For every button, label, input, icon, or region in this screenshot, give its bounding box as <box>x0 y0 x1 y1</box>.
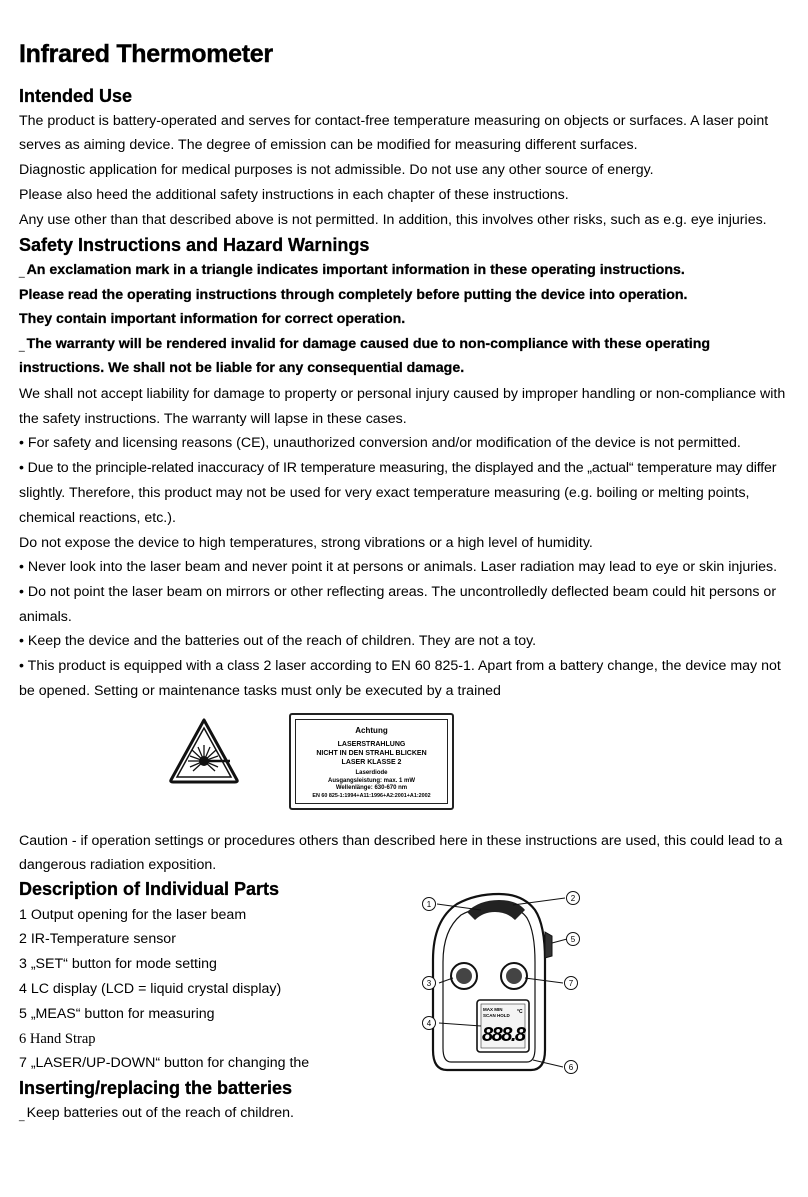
safety-line: chemical reactions, etc.). <box>19 510 176 526</box>
lcd-digits: 888.8 <box>482 1024 525 1046</box>
caution-line: dangerous radiation exposition. <box>19 857 217 873</box>
safety-warning-line: instructions. We shall not be liable for any consequential damage. <box>19 360 465 376</box>
intended-use-heading: Intended Use <box>19 86 133 106</box>
label-main-text <box>296 740 447 767</box>
parts-item: 1 Output opening for the laser beam <box>19 907 247 923</box>
callout-1-label: 1 <box>426 900 432 909</box>
safety-warning-line: _ An exclamation mark in a triangle indicates important information in these operating instructions. <box>19 262 685 279</box>
warning-marker-icon: _ <box>19 342 25 353</box>
parts-item: 2 IR-Temperature sensor <box>19 931 176 947</box>
laser-warning-label-inner <box>295 719 448 804</box>
safety-bullet: • Never look into the laser beam and never point it at persons or animals. Laser radiation may lead to eye or skin injuries. <box>19 559 778 575</box>
safety-line: slightly. Therefore, this product may not be used for very exact temperature measuring (e.g. boiling or melting points, <box>19 485 750 501</box>
parts-item: 5 „MEAS“ button for measuring <box>19 1006 215 1022</box>
label-main-line: NICHT IN DEN STRAHL BLICKEN <box>316 750 427 757</box>
safety-heading: Safety Instructions and Hazard Warnings <box>19 235 370 255</box>
lcd-mode-top: MAX MIN <box>483 1007 503 1012</box>
safety-warning-line: _ The warranty will be rendered invalid for damage caused due to non-compliance with these operating <box>19 336 711 353</box>
parts-item: 7 „LASER/UP-DOWN“ button for changing the <box>19 1055 310 1071</box>
safety-line: We shall not accept liability for damage to property or personal injury caused by improper handling or non-compliance with <box>19 386 786 402</box>
label-small-line: EN 60 825-1:1994+A11:1996+A2:2001+A1:2002 <box>312 792 431 799</box>
safety-bullet: • Keep the device and the batteries out of the reach of children. They are not a toy. <box>19 633 537 649</box>
caution-line: Caution - if operation settings or procedures others than described here in these instructions are used, this could lead to a <box>19 833 783 849</box>
intended-use-line: Any use other than that described above is not permitted. In addition, this involves other risks, such as e.g. eye injuries. <box>19 212 767 228</box>
laser-hazard-icon <box>168 717 240 785</box>
callout-7-label: 7 <box>568 979 574 988</box>
label-title: Achtung <box>355 726 388 735</box>
parts-heading: Description of Individual Parts <box>19 879 280 899</box>
safety-line: animals. <box>19 609 72 625</box>
safety-bullet: • Due to the principle-related inaccuracy of IR temperature measuring, the displayed and the „actual“ temperature may differ <box>19 460 777 476</box>
parts-item: 4 LC display (LCD = liquid crystal display) <box>19 981 282 997</box>
parts-item: 3 „SET“ button for mode setting <box>19 956 217 972</box>
safety-line: be opened. Setting or maintenance tasks must only be executed by a trained <box>19 683 501 699</box>
label-small-line: Wellenlänge: 630-670 nm <box>335 785 408 791</box>
intended-use-line: Diagnostic application for medical purposes is not admissible. Do not use any other source of energy. <box>19 162 654 178</box>
safety-warning-line: They contain important information for correct operation. <box>19 311 406 327</box>
safety-line: the safety instructions. The warranty will lapse in these cases. <box>19 411 407 427</box>
safety-bullet: • For safety and licensing reasons (CE), unauthorized conversion and/or modification of the device is not permitted. <box>19 435 741 451</box>
callout-3-label: 3 <box>426 979 432 988</box>
callout-6-label: 6 <box>568 1063 574 1072</box>
intended-use-line: Please also heed the additional safety instructions in each chapter of these instructions. <box>19 187 569 203</box>
safety-bullet: • Do not point the laser beam on mirrors or other reflecting areas. The uncontrolledly deflected beam could hit persons or <box>19 584 777 600</box>
safety-bullet: • This product is equipped with a class 2 laser according to EN 60 825-1. Apart from a battery change, the device may not <box>19 658 781 674</box>
safety-line: Do not expose the device to high temperatures, strong vibrations or a high level of humidity. <box>19 535 593 551</box>
laser-warning-label <box>289 713 454 810</box>
batteries-line: _ Keep batteries out of the reach of children. <box>19 1105 294 1122</box>
callout-2-label: 2 <box>570 894 576 903</box>
label-small-line: Laserdiode <box>355 770 388 776</box>
intended-use-line: The product is battery-operated and serves for contact-free temperature measuring on objects or surfaces. A laser point <box>19 113 769 129</box>
label-main-line: LASERSTRAHLUNG <box>337 741 406 748</box>
intended-use-line: serves as aiming device. The degree of emission can be modified for measuring different surfaces. <box>19 137 638 153</box>
parts-item: 6 Hand Strap <box>19 1031 96 1047</box>
warning-marker-icon: _ <box>19 1111 25 1122</box>
safety-warning-line: Please read the operating instructions through completely before putting the device into operation. <box>19 287 688 303</box>
lcd-mode-row: SCAN HOLD <box>483 1013 510 1018</box>
batteries-heading: Inserting/replacing the batteries <box>19 1078 293 1098</box>
page-title: Infrared Thermometer <box>19 40 273 68</box>
thermometer-diagram <box>395 880 595 1080</box>
label-main-line: LASER KLASSE 2 <box>341 759 402 766</box>
label-small-line: Ausgangsleistung: max. 1 mW <box>327 777 415 784</box>
callout-4-label: 4 <box>426 1019 432 1028</box>
label-small-text <box>296 770 447 800</box>
lcd-unit: °C <box>517 1009 523 1015</box>
warning-marker-icon: _ <box>19 268 25 279</box>
callout-5-label: 5 <box>570 935 576 944</box>
